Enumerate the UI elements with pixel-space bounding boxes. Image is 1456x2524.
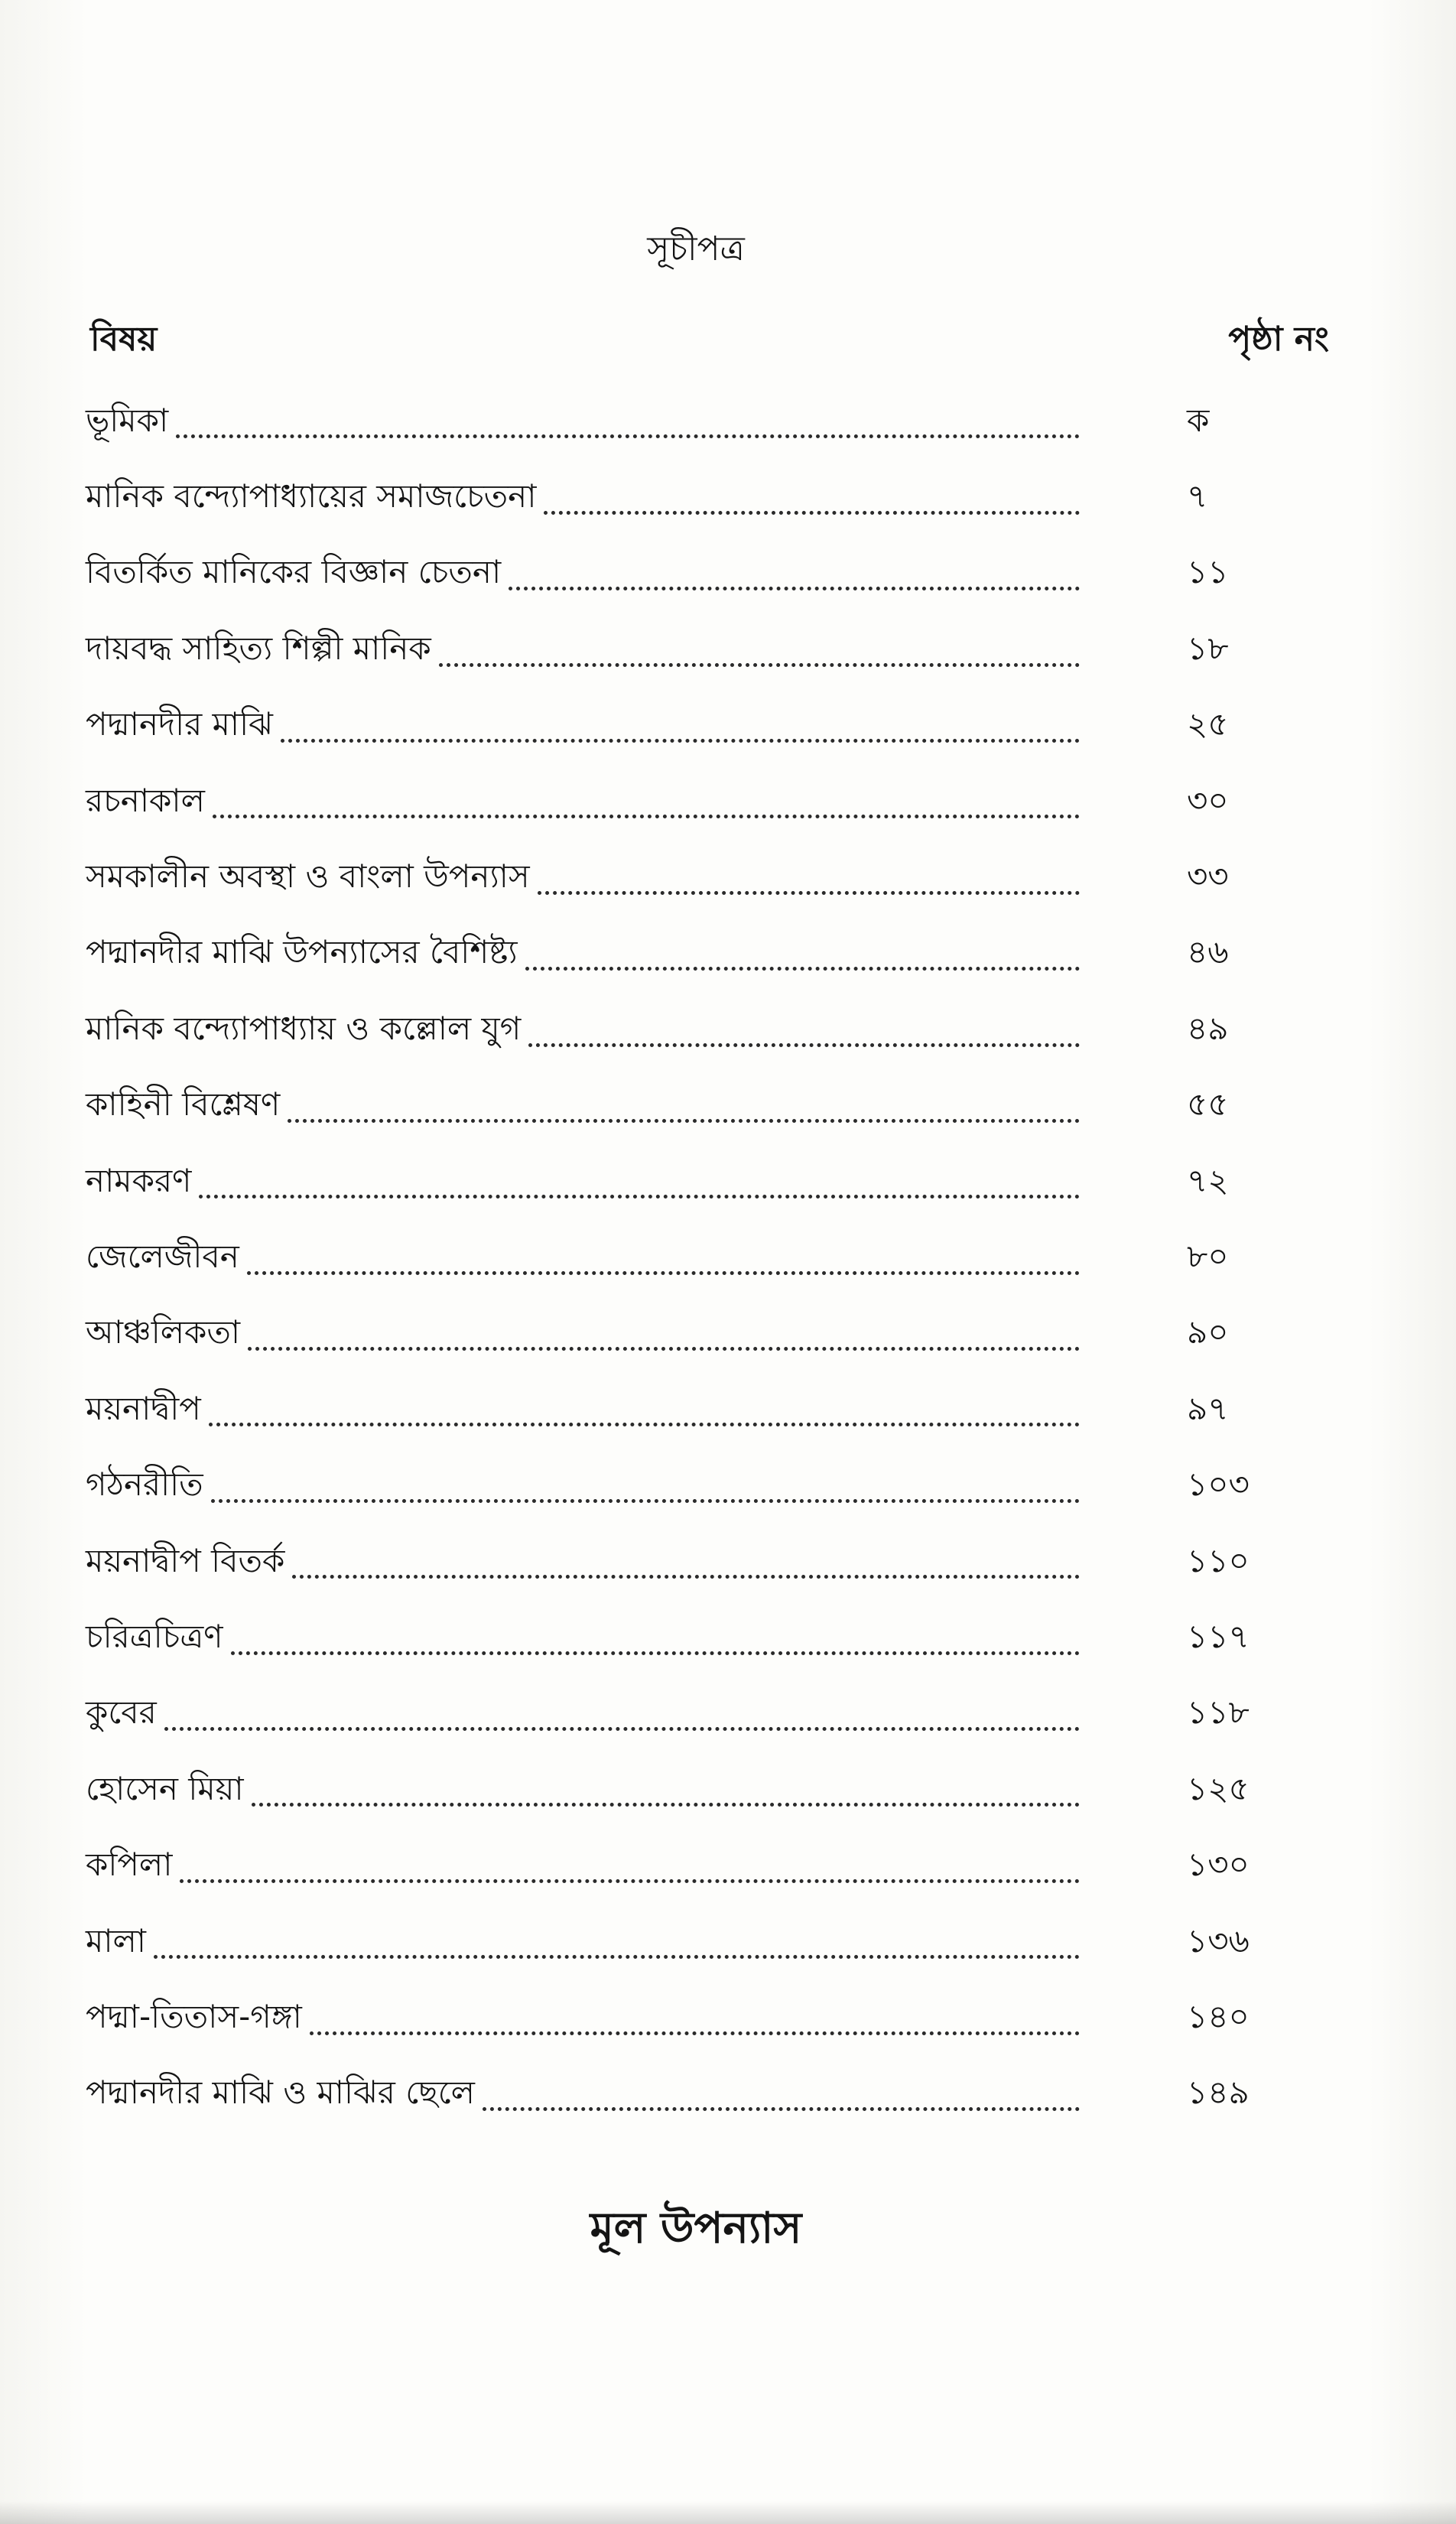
entry-page: ২৫ xyxy=(1187,705,1229,743)
toc-entry xyxy=(86,1599,1279,1674)
dot-leader xyxy=(209,1423,1080,1426)
dot-leader xyxy=(310,2031,1080,2035)
entry-page: ১০৩ xyxy=(1187,1465,1250,1504)
toc-entry xyxy=(86,1523,1279,1599)
entry-page: ১৩৬ xyxy=(1187,1921,1250,1960)
entry-title: কপিলা xyxy=(86,1846,173,1884)
entry-title: নামকরণ xyxy=(86,1161,192,1199)
dot-leader xyxy=(281,739,1080,743)
page-title: সূচীপত্র xyxy=(647,229,745,268)
entry-page: ক xyxy=(1187,401,1210,439)
entry-page: ৭ xyxy=(1187,477,1208,516)
toc-entry xyxy=(86,1143,1279,1218)
entry-title: মালা xyxy=(86,1921,146,1960)
toc-entry xyxy=(86,458,1279,534)
toc-entry xyxy=(86,1751,1279,1826)
entry-page: ১৮ xyxy=(1187,629,1229,667)
entry-page: ৪৬ xyxy=(1187,933,1229,971)
entry-page: ১১৮ xyxy=(1187,1693,1250,1732)
dot-leader xyxy=(252,1803,1080,1807)
dot-leader xyxy=(248,1347,1080,1351)
entry-title: রচনাকাল xyxy=(86,781,205,819)
entry-title: ভূমিকা xyxy=(86,401,169,439)
entry-title: গঠনরীতি xyxy=(86,1465,203,1504)
toc-entry xyxy=(86,1675,1279,1751)
dot-leader xyxy=(544,511,1080,515)
toc-entry xyxy=(86,1371,1279,1446)
entry-title: পদ্মানদীর মাঝি xyxy=(86,705,273,743)
header-page-number: পৃষ্ঠা নং xyxy=(1228,320,1329,359)
entry-page: ১১৭ xyxy=(1187,1617,1250,1655)
toc-entry xyxy=(86,1826,1279,1902)
toc-entry xyxy=(86,838,1279,914)
dot-leader xyxy=(483,2107,1080,2111)
toc-entry xyxy=(86,2055,1279,2131)
dot-leader xyxy=(292,1575,1080,1579)
toc-entry xyxy=(86,1067,1279,1143)
entry-title: আঞ্চলিকতা xyxy=(86,1313,241,1351)
page-edge-shadow xyxy=(0,2501,1456,2524)
entry-title: দায়বদ্ধ সাহিত্য শিল্পী মানিক xyxy=(86,629,431,667)
toc-entry xyxy=(86,763,1279,838)
entry-page: ৪৯ xyxy=(1187,1009,1229,1047)
entry-page: ১১০ xyxy=(1187,1541,1250,1579)
dot-leader xyxy=(538,891,1080,895)
entry-title: চরিত্রচিত্রণ xyxy=(86,1617,223,1655)
dot-leader xyxy=(180,1879,1080,1883)
dot-leader xyxy=(211,1499,1080,1503)
dot-leader xyxy=(176,434,1080,438)
entry-page: ১৪০ xyxy=(1187,1997,1250,2035)
section-title: মূল উপন্যাস xyxy=(590,2204,802,2253)
entry-title: বিতর্কিত মানিকের বিজ্ঞান চেতনা xyxy=(86,553,502,591)
entry-title: পদ্মানদীর মাঝি উপন্যাসের বৈশিষ্ট্য xyxy=(86,933,518,971)
dot-leader xyxy=(164,1727,1080,1731)
toc-entry xyxy=(86,1295,1279,1371)
entry-page: ৯০ xyxy=(1187,1313,1229,1351)
dot-leader xyxy=(154,1955,1080,1959)
toc-entry xyxy=(86,687,1279,763)
entry-title: হোসেন মিয়া xyxy=(86,1769,244,1807)
toc-entry xyxy=(86,610,1279,686)
dot-leader xyxy=(288,1119,1080,1123)
toc-entry xyxy=(86,915,1279,990)
dot-leader xyxy=(199,1195,1080,1199)
toc-entry xyxy=(86,535,1279,610)
table-of-contents xyxy=(86,382,1279,2131)
entry-page: ১৩০ xyxy=(1187,1846,1250,1884)
entry-page: ১৪৯ xyxy=(1187,2074,1250,2112)
toc-entry xyxy=(86,382,1279,458)
dot-leader xyxy=(213,815,1080,818)
dot-leader xyxy=(439,663,1080,667)
toc-entry xyxy=(86,1903,1279,1979)
entry-title: ময়নাদ্বীপ বিতর্ক xyxy=(86,1541,285,1579)
entry-title: মানিক বন্দ্যোপাধ্যায়ের সমাজচেতনা xyxy=(86,477,537,516)
entry-page: ৯৭ xyxy=(1187,1389,1229,1427)
dot-leader xyxy=(509,587,1080,590)
entry-page: ৮০ xyxy=(1187,1237,1229,1275)
entry-page: ৩০ xyxy=(1187,781,1229,819)
toc-header xyxy=(90,314,1329,359)
dot-leader xyxy=(525,967,1080,971)
toc-entry xyxy=(86,1218,1279,1294)
dot-leader xyxy=(231,1651,1080,1655)
header-subject: বিষয় xyxy=(90,320,158,359)
entry-page: ১২৫ xyxy=(1187,1769,1250,1807)
entry-title: সমকালীন অবস্থা ও বাংলা উপন্যাস xyxy=(86,857,530,896)
toc-entry xyxy=(86,990,1279,1066)
entry-title: ময়নাদ্বীপ xyxy=(86,1389,201,1427)
toc-entry xyxy=(86,1446,1279,1522)
entry-page: ৫৫ xyxy=(1187,1085,1229,1124)
dot-leader xyxy=(247,1271,1080,1275)
entry-title: কাহিনী বিশ্লেষণ xyxy=(86,1085,281,1124)
entry-page: ১১ xyxy=(1187,553,1229,591)
entry-title: পদ্মানদীর মাঝি ও মাঝির ছেলে xyxy=(86,2074,475,2112)
entry-title: কুবের xyxy=(86,1693,157,1732)
toc-entry xyxy=(86,1979,1279,2054)
entry-title: মানিক বন্দ্যোপাধ্যায় ও কল্লোল যুগ xyxy=(86,1009,522,1047)
entry-title: পদ্মা-তিতাস-গঙ্গা xyxy=(86,1997,302,2035)
entry-page: ৩৩ xyxy=(1187,857,1229,896)
dot-leader xyxy=(528,1043,1080,1047)
entry-page: ৭২ xyxy=(1187,1161,1229,1199)
entry-title: জেলেজীবন xyxy=(86,1237,239,1275)
